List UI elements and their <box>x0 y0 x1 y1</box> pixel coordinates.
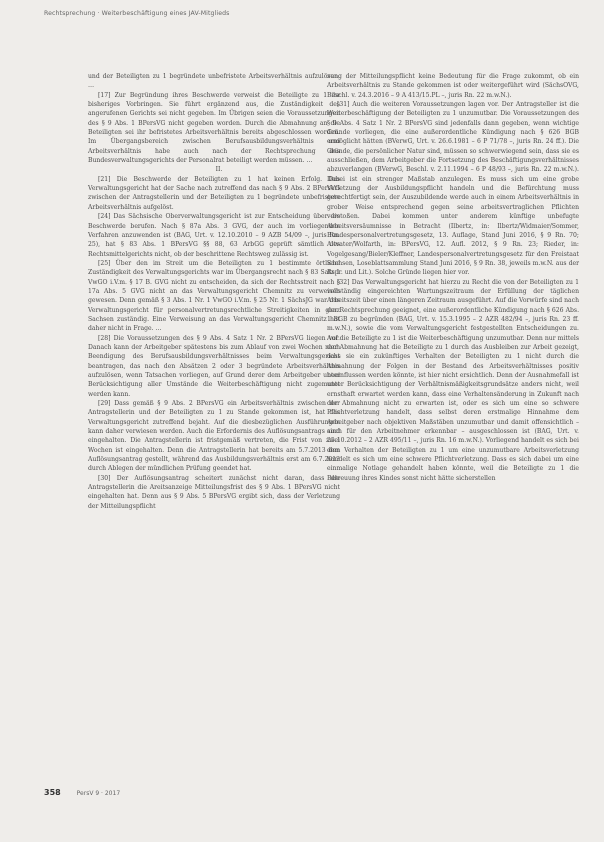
paragraph: zung der Mitteilungspflicht keine Bedeutung für die Frage zukommt, ob ein Arbeitsverhältnis zu Stande gekommen ist oder weitergeführt wird (SächsOVG, Beschl. v. 24.3.2016 – 9 A 413/15.PL –, juris Rn. 22 m.w.N.). <box>327 73 579 99</box>
paragraph: [24] Das Sächsische Oberverwaltungsgericht ist zur Entscheidung über die Beschwerde berufen. Nach § 87a Abs. 3 GVG, der auch im vorliegenden Verfahren anzuwenden ist (BAG, Urt. v. 12.10.2010 – 9 AZB 54/09 –, juris Rn. 25), hat § 83 Abs. 1 BPersVG §§ 88, 63 ArbGG geprüft sämtlich des Rechtsmittelgerichts nicht, ob der beschrittene Rechtsweg zulässig ist. <box>88 213 340 258</box>
paragraph: [28] Die Voraussetzungen des § 9 Abs. 4 Satz 1 Nr. 2 BPersVG liegen vor. Danach kann der Arbeitgeber spätestens bis zum Ablauf von zwei Wochen nach Beendigung des Berufsausbildungsverhältnisses beim Verwaltungsgericht beantragen, das nach den Absätzen 2 oder 3 begründete Arbeitsverhältnis aufzulösen, wenn Tatsachen vorliegen, auf Grund derer dem Arbeitgeber unter Berücksichtigung aller Umstände die Weiterbeschäftigung nicht zugemutet werden kann. <box>88 334 340 398</box>
running-header: Rechtsprechung · Weiterbeschäftigung eines JAV-Mitglieds <box>44 10 230 17</box>
section-heading: II. <box>215 166 223 174</box>
paragraph: [30] Der Auflösungsantrag scheitert zunächst nicht daran, dass die Antragstellerin die Areitsanzeige Mitteilungsfrist des § 9 Abs. 1 BPersVG nicht eingehalten hat. Denn aus § 9 Abs. 5 BPersVG ergibt sich, dass der Verletzung der Mitteilungspflicht <box>88 474 340 510</box>
paragraph: [31] Auch die weiteren Voraussetzungen lagen vor. Der Antragsteller ist die Weiterbeschäftigung der Beteiligten zu 1 unzumutbar. Die Voraussetzungen des § 9 Abs. 4 Satz 1 Nr. 2 BPersVG sind jedenfalls dann gegeben, wenn wichtige Gründe vorliegen, die eine außerordentliche Kündigung nach § 626 BGB ermöglicht hätten (BVerwG, Urt. v. 26.6.1981 – 6 P 71/78 –, juris Rn. 24 ff.). Die Gründe, die persönlicher Natur sind, müssen so schwerwiegend sein, dass sie es ausschließen, dem Arbeitgeber die Fortsetzung des Beschäftigungsverhältnisses abzuverlangen (BVerwG, Beschl. v. 2.11.1994 – 6 P 48/93 –, juris Rn. 22 m.w.N.). Dabei ist ein strenger Maßstab anzulegen. Es muss sich um eine grobe Verletzung der Ausbildungspflicht handeln und die Befürchtung muss gerechtfertigt sein, der Auszubildende werde auch in einem Arbeitsverhältnis in grober Weise entsprechend gegen seine arbeitsvertraglichen Pflichten verstoßen. Dabei kommen unter anderem künftige unbefugte Arbeitsversäumnisse in Betracht (Ilbertz, in: Ilbertz/Widmaier/Sommer, Bundespersonalvertretungsgesetz, 13. Auflage, Stand Juni 2016, § 9 Rn. 70; Altvater/Wolfarth, in: BPersVG, 12. Aufl. 2012, § 9 Rn. 23; Rieder, in: Vogelgesang/Bieler/Kleffner, Landespersonalvertretungsgesetz für den Freistaat Sachsen, Loseblattsammlung Stand Juni 2016, § 9 Rn. 38, jeweils m.w.N. aus der Rspr. und Lit.). Solche Gründe liegen hier vor. <box>327 101 579 277</box>
paragraph: [17] Zur Begründung ihres Beschwerde verweist die Beteiligte zu 1 ihr bisheriges Vorbringen. Sie führt ergänzend aus, die Zuständigkeit des angerufenen Gerichts sei nicht gegeben. Im Übrigen seien die Voraussetzungen des § 9 Abs. 1 BPersVG nicht gegeben worden. Durch die Abmahnung an die Beteiligten sei ihr befristetes Arbeitsverhältnis bereits abgeschlossen worden. Im Übergangsbereich zwischen Berufsausbildungsverhältnis und Arbeitsverhältnis habe auch nach der Rechtsprechung des Bundesverwaltungsgerichts der Personalrat beteiligt werden müssen. … <box>88 91 340 165</box>
page-footer <box>44 788 564 797</box>
issue-info: PersV 9 · 2017 <box>76 790 121 797</box>
paragraph: [21] Die Beschwerde der Beteiligten zu 1 hat keinen Erfolg. Das Verwaltungsgericht hat der Sache nach zutreffend das nach § 9 Abs. 2 BPersVG zwischen der Antragstellerin und der Beteiligten zu 1 begründete unbefristete Arbeitsverhältnis aufgelöst. <box>88 175 340 211</box>
paragraph: [29] Dass gemäß § 9 Abs. 2 BPersVG ein Arbeitsverhältnis zwischen der Antragstellerin und der Beteiligten zu 1 zu Stande gekommen ist, hat das Verwaltungsgericht zutreffend bejaht. Auf die diesbezüglichen Ausführungen kann daher verwiesen werden. Auch die Erfordernis des Auflösungsantrags sind eingehalten. Die Antragstellerin ist fristgemäß vertreten, die Frist von zwei Wochen ist eingehalten. Denn die Antragstellerin hat bereits am 5.7.2013 den Auflösungsantrag gestellt, während das Ausbildungsverhältnis erst am 6.7.2013 durch Ablegen der mündlichen Prüfung geendet hat. <box>88 400 340 473</box>
right-column <box>327 72 579 483</box>
paragraph: [25] Über den im Streit um die Beteiligten zu 1 bestimmte örtliche Zuständigkeit des Verwaltungsgerichts war im Übergangsrecht nach § 83 Satz 1 VwGO i.V.m. § 17 B. GVG nicht zu entscheiden, da sich der Rechtsstreit nach § 17a Abs. 5 GVG nicht an das Verwaltungsgericht Chemnitz zu verweisen gewesen. Denn gemäß § 3 Abs. 1 Nr. 1 VwGO i.V.m. § 25 Nr. 1 SächsJG war das Verwaltungsgericht für personalvertretungsrechtliche Streitigkeiten in ganz Sachsen zuständig. Eine Verweisung an das Verwaltungsgericht Chemnitz hat daher nicht in Frage. … <box>88 259 340 333</box>
page-number: 358 <box>44 788 61 797</box>
paragraph: und der Beteiligten zu 1 begründete unbefristete Arbeitsverhältnis aufzulösen. … <box>88 73 340 90</box>
paragraph: [32] Das Verwaltungsgericht hat hierzu zu Recht die von der Beteiligten zu 1 vollständig eingereichten Wartungszeitraum der Erfüllung der täglichen Arbeitszeit über einen längeren Zeitraum ausgeführt. Auf die Vorwürfe sind nach der Rechtsprechung geeignet, eine außerordentliche Kündigung nach § 626 Abs. 1 BGB zu begründen (BAG, Urt. v. 15.3.1995 – 2 AZR 482/94 –, juris Rn. 23 ff. m.w.N.), sowie die vom Verwaltungsgericht festgestellten Entscheidungen zu. Auf die Beteiligte zu 1 ist die Weiterbeschäftigung unzumutbar. Denn nur mittels der Abmahnung hat die Beteiligte zu 1 durch das Ausbleiben zur Arbeit gezeigt, dass sie ein zukünftiges Verhalten der Beteiligten zu 1 nicht durch die Abmahnung der Folgen in der Bestand des Arbeitsverhältnisses positiv beeinflussen werden könnte, ist hier nicht ersichtlich. Denn der Ausnahmefall ist unter Berücksichtigung der Verhältnismäßigkeitsgrundsätze anders nicht, weil ernsthaft erwartet werden kann, dass eine Verhaltensänderung in Zukunft nach der Abmahnung nicht zu erwarten ist, oder es sich um eine so schwere Pflichtverletzung handelt, dass selbst deren erstmalige Hinnahme dem Arbeitgeber nach objektiven Maßstäben unzumutbar und damit offensichtlich – auch für den Arbeitnehmer erkennbar – ausgeschlossen ist (BAG, Urt. v. 25.10.2012 – 2 AZR 495/11 –, juris Rn. 16 m.w.N.). Vorliegend handelt es sich bei dem Verhalten der Beteiligten zu 1 um eine unzumutbare Arbeitsverletzung handelt es sich um eine schwere Pflichtverletzung. Dass es sich dabei um eine einmalige Notlage gehandelt haben könnte, weil die Beteiligte zu 1 die Betreuung ihres Kindes sonst nicht hätte sicherstellen <box>327 278 579 482</box>
left-column <box>88 72 340 511</box>
